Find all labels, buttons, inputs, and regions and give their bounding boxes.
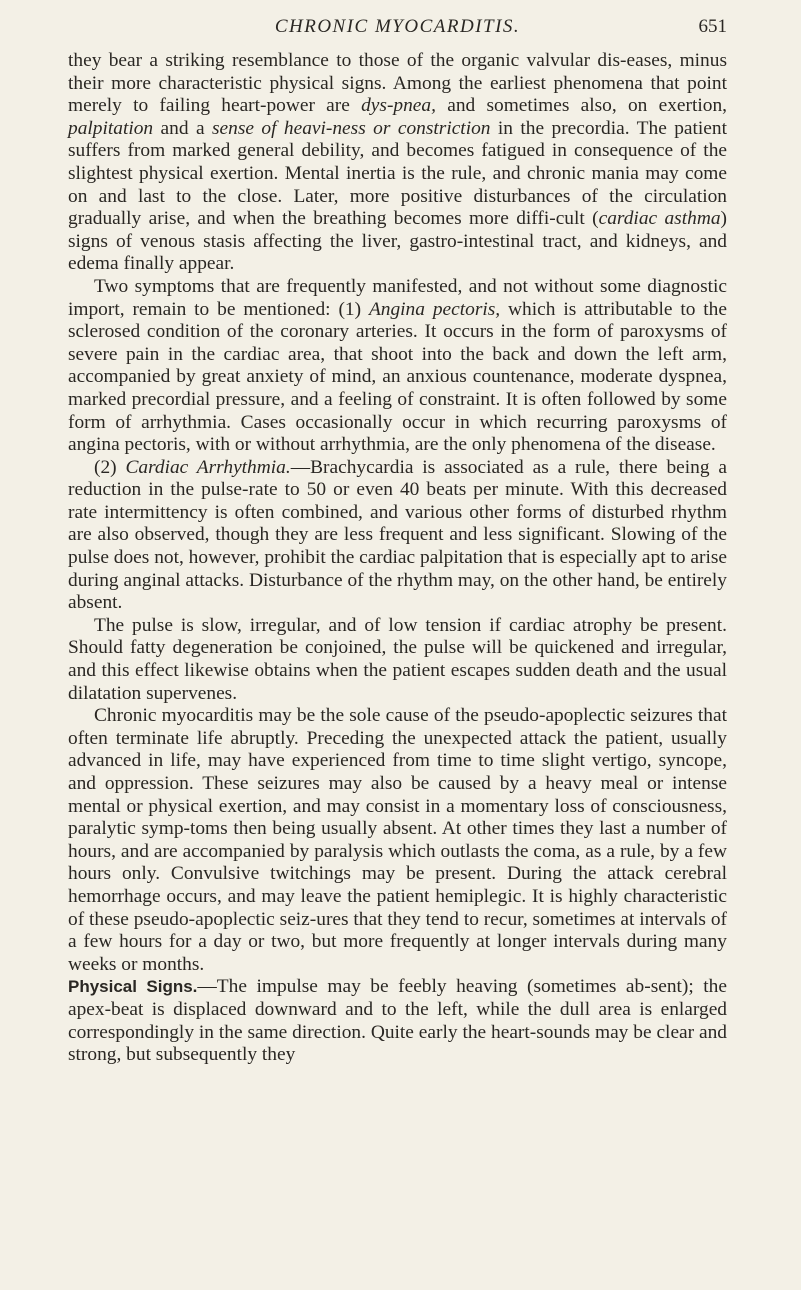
italic-term: Angina pectoris,	[368, 298, 501, 320]
text-run: and sometimes also, on exertion,	[435, 95, 727, 117]
section-sidehead: Physical Signs.	[68, 977, 198, 997]
text-run: Chronic myocarditis may be the sole cause of the pseudo-apoplectic seizures that often terminate life abruptly. Preceding the unexpected attack the patient, usually advanced in life, may have experienced from time to time slight vertigo, syncope, and oppression. These seizures may also be caused by a heavy meal or intense mental or physical exertion, and may consist in a momentary loss of consciousness, paralytic symp-toms then being usually absent. At other times they last a number of hours, and are accompanied by paralysis which outlasts the coma, as a rule, by a few hours only. Convulsive twitchings may be present. During the attack cerebral hemorrhage occurs, and may leave the patient hemiplegic. It is highly characteristic of these pseudo-apoplectic seiz-ures that they tend to recur, sometimes at intervals of a few hours for a day or two, but more frequently at longer intervals during many weeks or months.	[68, 705, 727, 975]
running-header	[68, 10, 727, 50]
text-run: —The impulse may be feebly heaving (sometimes ab-sent); the apex-beat is displaced downward and to the left, while the dull area is enlarged correspondingly in the same direction. Quite early the heart-sounds may be clear and strong, but subsequently they	[68, 976, 727, 1066]
paragraph	[68, 276, 727, 457]
paragraph	[68, 457, 727, 615]
page-number: 651	[698, 16, 727, 37]
text-run: ) signs of venous stasis affecting the liver, gastro-intestinal tract, and kidneys, and edema finally appear.	[68, 208, 727, 275]
italic-term: sense of heavi-ness or constriction	[211, 117, 491, 139]
text-run: and a	[153, 117, 212, 139]
italic-term: Cardiac Arrhythmia.	[125, 456, 291, 478]
text-run: they bear a striking resemblance to those of the organic valvular dis-eases, minus their more characteristic physical signs. Among the earliest phenomena that point merely to failing heart-power are	[68, 50, 727, 117]
italic-term: cardiac asthma	[598, 208, 721, 230]
running-title: CHRONIC MYOCARDITIS.	[274, 16, 521, 37]
italic-term: palpitation	[68, 117, 154, 139]
text-run: —Brachycardia is associated as a rule, there being a reduction in the pulse-rate to 50 or even 40 beats per minute. With this decreased rate intermittency is often combined, and various other forms of disturbed rhythm are also observed, though they are less frequent and less significant. Slowing of the pulse does not, however, prohibit the cardiac palpitation that is especially apt to arise during anginal attacks. Disturbance of the rhythm may, on the other hand, be entirely absent.	[68, 456, 727, 614]
paragraph	[68, 50, 727, 276]
text-run: (2)	[94, 456, 126, 478]
paragraph	[68, 976, 727, 1066]
body-text	[68, 50, 727, 1067]
paragraph	[68, 705, 727, 976]
text-run: The pulse is slow, irregular, and of low tension if cardiac atrophy be present. Should fatty degeneration be conjoined, the pulse will be quickened and irregular, and this effect likewise obtains when the patient escapes sudden death and the usual dilatation supervenes.	[68, 614, 727, 704]
text-run: Two symptoms that are frequently manifested, and not without some diagnostic import, remain to be mentioned: (1)	[68, 275, 727, 320]
text-run: in the precordia. The patient suffers from marked general debility, and becomes fatigued in consequence of the slightest physical exertion. Mental inertia is the rule, and chronic mania may come on and last to the close. Later, more positive disturbances of the circulation gradually arise, and when the breathing becomes more diffi-cult (	[68, 117, 727, 230]
italic-term: dys-pnea,	[361, 95, 436, 117]
paragraph	[68, 615, 727, 705]
text-run: which is attributable to the sclerosed condition of the coronary arteries. It occurs in the form of paroxysms of severe pain in the cardiac area, that shoot into the back and down the left arm, accompanied by great anxiety of mind, an anxious countenance, moderate dyspnea, marked precordial pressure, and a feeling of constraint. It is often followed by some form of arrhythmia. Cases occasionally occur in which recurring paroxysms of angina pectoris, with or without arrhythmia, are the only phenomena of the disease.	[68, 298, 727, 456]
